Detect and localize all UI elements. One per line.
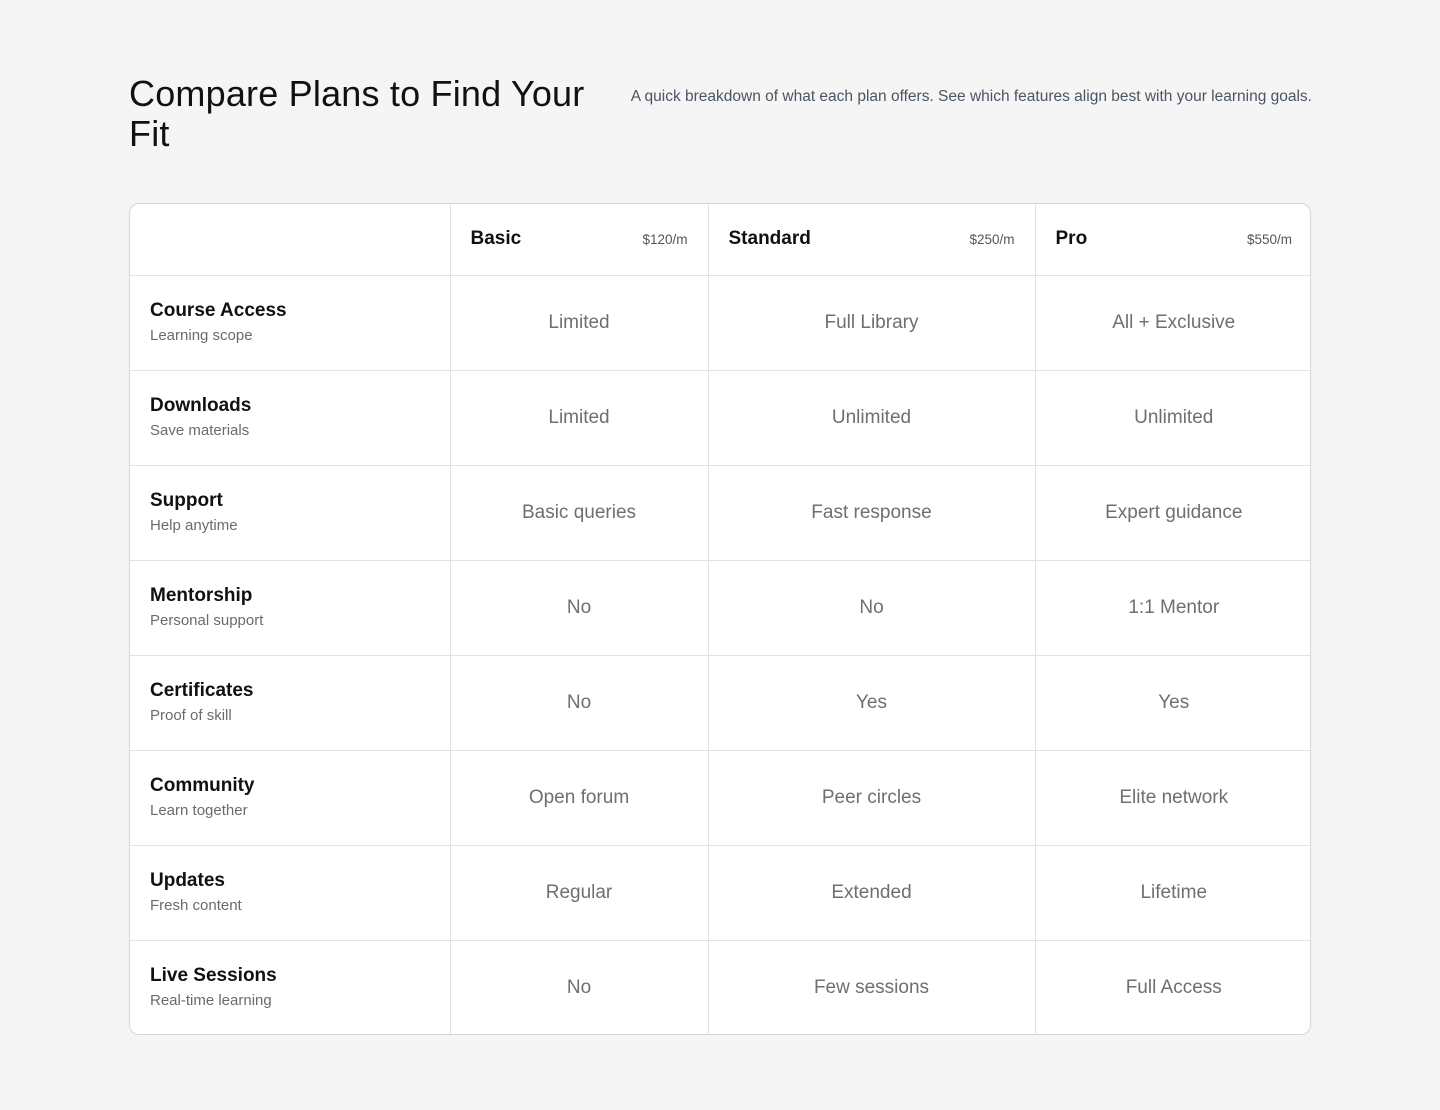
- value-cell-pro: Unlimited: [1035, 370, 1311, 465]
- feature-desc: Proof of skill: [150, 706, 232, 724]
- value-cell-basic: Basic queries: [450, 465, 708, 560]
- feature-desc: Fresh content: [150, 896, 242, 914]
- plan-header-basic: [450, 204, 708, 275]
- table-row: [130, 940, 1311, 1035]
- feature-desc: Personal support: [150, 611, 264, 629]
- value-cell-pro: Full Access: [1125, 976, 1222, 998]
- feature-name: Support: [150, 489, 223, 511]
- table-row: [130, 275, 1311, 370]
- feature-cell: [130, 655, 450, 750]
- value-cell-standard: Yes: [708, 655, 1035, 750]
- value-cell-pro: All + Exclusive: [1035, 275, 1311, 370]
- table-row: [130, 750, 1311, 845]
- feature-name: Live Sessions: [150, 964, 277, 986]
- feature-cell: [130, 845, 450, 940]
- value-cell-standard: Fast response: [708, 465, 1035, 560]
- value-cell-standard: No: [708, 560, 1035, 655]
- value-cell-basic: Limited: [450, 275, 708, 370]
- page-subtitle: A quick breakdown of what each plan offers. See which features align best with your learning goals.: [630, 88, 1312, 105]
- value-cell-pro: 1:1 Mentor: [1035, 560, 1311, 655]
- plan-price: $550/m: [1246, 231, 1292, 247]
- page-title: Compare Plans to Find Your Fit: [129, 73, 585, 154]
- feature-cell: [130, 560, 450, 655]
- table-row: [130, 465, 1311, 560]
- value-cell-pro: Yes: [1035, 655, 1311, 750]
- table-row: [130, 655, 1311, 750]
- comparison-table: [130, 204, 1311, 1035]
- value-cell-standard: Full Library: [708, 275, 1035, 370]
- feature-name: Mentorship: [150, 584, 253, 606]
- value-cell-standard: Few sessions: [708, 940, 1035, 1035]
- table-row: [130, 845, 1311, 940]
- feature-desc: Help anytime: [150, 516, 238, 534]
- plan-name: Basic: [470, 228, 522, 250]
- table-header-row: [130, 204, 1311, 275]
- table-row: [130, 560, 1311, 655]
- value-cell-basic: Regular: [450, 845, 708, 940]
- value-cell-pro: Lifetime: [1035, 845, 1311, 940]
- value-cell-pro: Expert guidance: [1035, 465, 1311, 560]
- plan-price: $120/m: [642, 231, 688, 247]
- table-row: [130, 370, 1311, 465]
- value-cell-pro: Elite network: [1035, 750, 1311, 845]
- plan-name: Pro: [1055, 228, 1088, 250]
- value-cell-standard: Unlimited: [708, 370, 1035, 465]
- feature-cell: [130, 750, 450, 845]
- plan-name: Standard: [728, 228, 811, 250]
- feature-desc: Learning scope: [150, 326, 253, 344]
- plan-header-standard: [708, 204, 1035, 275]
- feature-cell: [130, 275, 450, 370]
- empty-header-cell: [130, 204, 450, 275]
- feature-desc: Save materials: [150, 421, 250, 439]
- value-cell-standard: Extended: [708, 845, 1035, 940]
- feature-name: Certificates: [150, 679, 254, 701]
- value-cell-basic: No: [450, 655, 708, 750]
- value-cell-standard: Peer circles: [708, 750, 1035, 845]
- value-cell-basic: Limited: [450, 370, 708, 465]
- page-header: [129, 74, 1312, 154]
- comparison-table-card: [129, 203, 1311, 1035]
- feature-name: Updates: [150, 869, 225, 891]
- feature-name: Community: [150, 774, 255, 796]
- feature-cell: [130, 465, 450, 560]
- feature-desc: Real-time learning: [150, 991, 272, 1009]
- plan-header-pro: [1035, 204, 1311, 275]
- plan-price: $250/m: [969, 231, 1015, 247]
- value-cell-basic: Open forum: [450, 750, 708, 845]
- feature-name: Downloads: [150, 394, 252, 416]
- feature-desc: Learn together: [150, 801, 248, 819]
- value-cell-basic: No: [450, 940, 708, 1035]
- value-cell-basic: No: [450, 560, 708, 655]
- feature-cell: [130, 940, 450, 1035]
- feature-name: Course Access: [150, 299, 287, 321]
- feature-cell: [130, 370, 450, 465]
